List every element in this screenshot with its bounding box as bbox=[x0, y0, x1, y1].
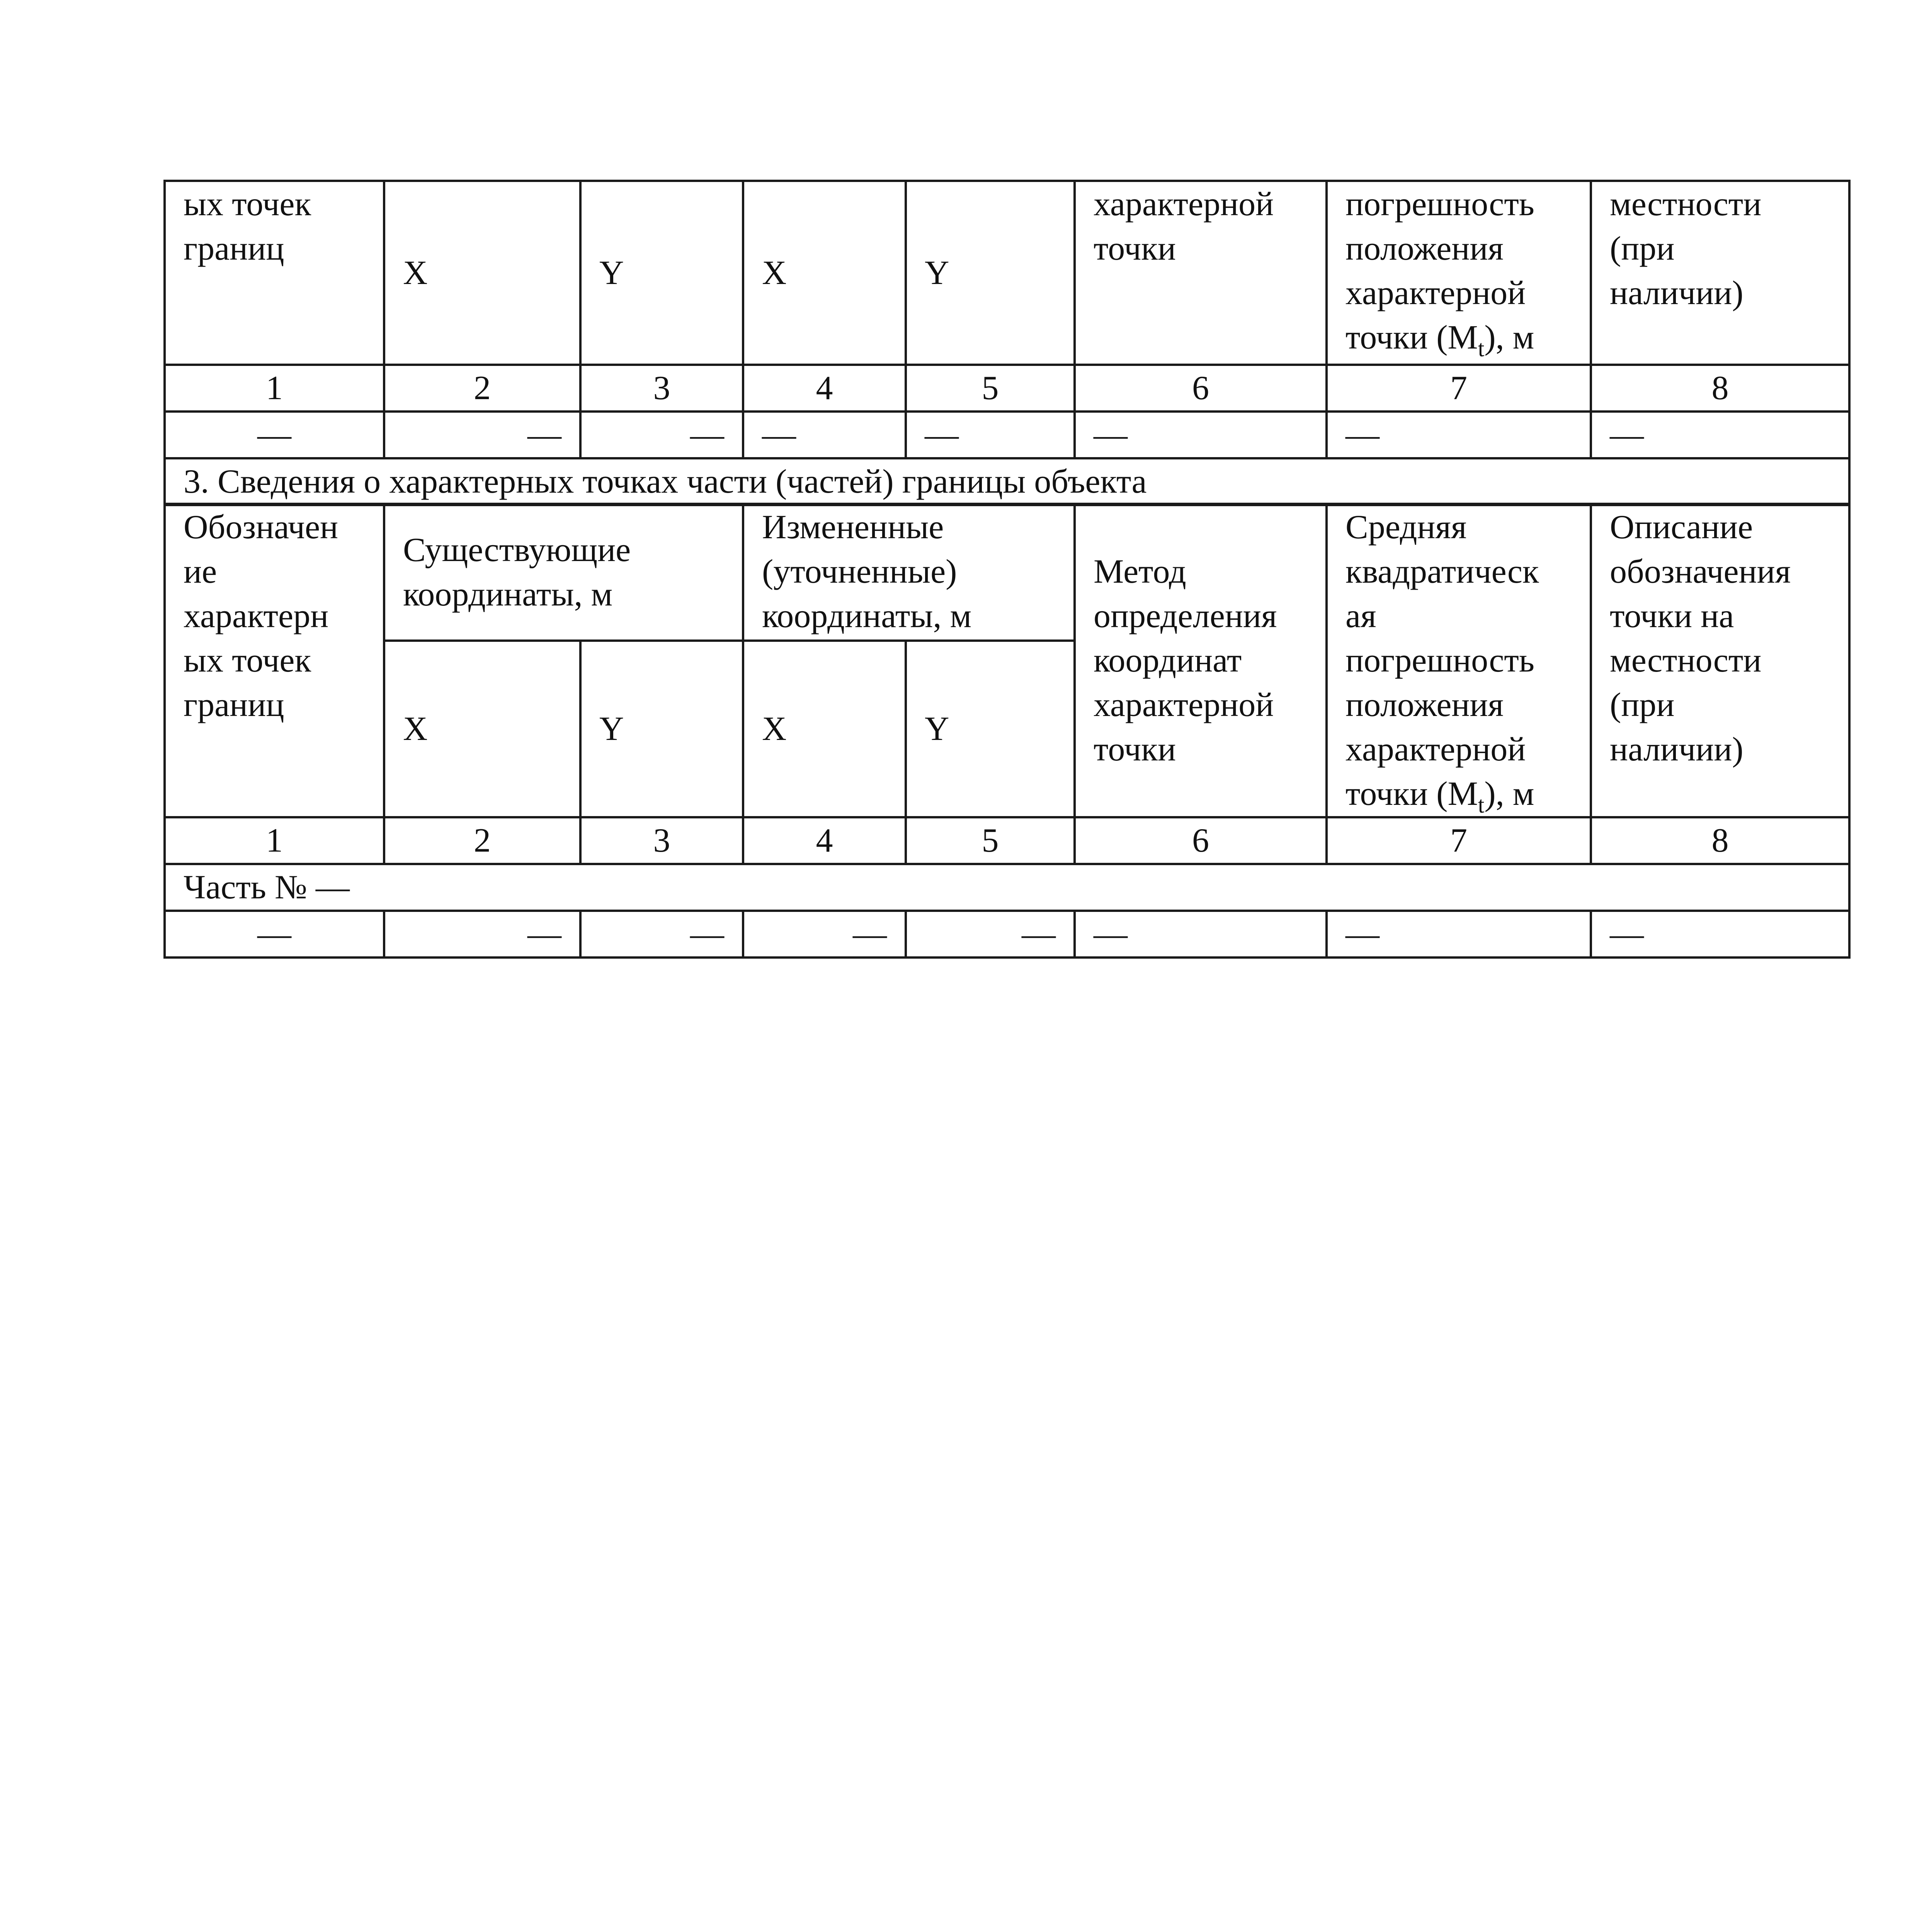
coordinates-table-2 bbox=[163, 503, 1851, 959]
header-error bbox=[1327, 504, 1591, 817]
table-cell: — bbox=[743, 911, 906, 957]
column-numbers-row bbox=[165, 365, 1849, 412]
section3-header-row bbox=[165, 504, 1849, 641]
section-title-row bbox=[165, 458, 1849, 505]
header-existing-coordinates: Существующие координаты, м bbox=[384, 504, 743, 641]
column-number: 5 bbox=[906, 365, 1075, 412]
header-x-changed: X bbox=[743, 181, 906, 365]
table-cell: — bbox=[165, 412, 384, 458]
table-cell: — bbox=[1075, 911, 1327, 957]
column-number: 2 bbox=[384, 365, 580, 412]
header-y-changed: Y bbox=[906, 181, 1075, 365]
part-row bbox=[165, 864, 1849, 911]
column-number: 1 bbox=[165, 365, 384, 412]
column-number: 8 bbox=[1591, 365, 1849, 412]
header-error-text: Средняя квадратическ ая погрешность положения характерной точки (M bbox=[1345, 509, 1539, 813]
table-cell: — bbox=[906, 412, 1075, 458]
column-number: 2 bbox=[384, 817, 580, 864]
header-error-end: ), м bbox=[1484, 775, 1534, 813]
column-number: 6 bbox=[1075, 817, 1327, 864]
part-label: Часть № — bbox=[165, 864, 1849, 911]
column-number: 1 bbox=[165, 817, 384, 864]
column-number: 6 bbox=[1075, 365, 1327, 412]
section-3-table-block bbox=[163, 503, 1848, 959]
table-cell: — bbox=[743, 412, 906, 458]
header-row bbox=[165, 181, 1849, 365]
header-x-existing: X bbox=[384, 641, 580, 817]
data-row bbox=[165, 911, 1849, 957]
table-cell: — bbox=[580, 412, 743, 458]
table-cell: — bbox=[1591, 412, 1849, 458]
header-description: местности (при наличии) bbox=[1591, 181, 1849, 365]
table-continuation bbox=[163, 180, 1848, 506]
column-number: 5 bbox=[906, 817, 1075, 864]
header-error-subscript: t bbox=[1478, 336, 1485, 361]
header-point-designation: Обозначен ие характерн ых точек границ bbox=[165, 504, 384, 817]
header-error-subscript: t bbox=[1478, 792, 1485, 817]
table-cell: — bbox=[384, 412, 580, 458]
table-cell: — bbox=[906, 911, 1075, 957]
coordinates-table-1 bbox=[163, 180, 1851, 506]
table-cell: — bbox=[1075, 412, 1327, 458]
header-error bbox=[1327, 181, 1591, 365]
table-cell: — bbox=[580, 911, 743, 957]
column-number: 7 bbox=[1327, 817, 1591, 864]
table-cell: — bbox=[384, 911, 580, 957]
column-number: 4 bbox=[743, 365, 906, 412]
column-number: 3 bbox=[580, 365, 743, 412]
header-y-existing: Y bbox=[580, 181, 743, 365]
header-x-existing: X bbox=[384, 181, 580, 365]
header-error-text: погрешность положения характерной точки (M bbox=[1345, 185, 1534, 356]
header-description: Описание обозначения точки на местности (при наличии) bbox=[1591, 504, 1849, 817]
column-number: 3 bbox=[580, 817, 743, 864]
table-cell: — bbox=[1327, 412, 1591, 458]
header-x-changed: X bbox=[743, 641, 906, 817]
column-number: 8 bbox=[1591, 817, 1849, 864]
column-number: 4 bbox=[743, 817, 906, 864]
header-method: характерной точки bbox=[1075, 181, 1327, 365]
header-y-changed: Y bbox=[906, 641, 1075, 817]
header-changed-coordinates: Измененные (уточненные) координаты, м bbox=[743, 504, 1075, 641]
header-point-designation: ых точек границ bbox=[165, 181, 384, 365]
header-y-existing: Y bbox=[580, 641, 743, 817]
header-method: Метод определения координат характерной точки bbox=[1075, 504, 1327, 817]
section-3-title: 3. Сведения о характерных точках части (частей) границы объекта bbox=[165, 458, 1849, 505]
table-cell: — bbox=[1591, 911, 1849, 957]
data-row bbox=[165, 412, 1849, 458]
header-error-end: ), м bbox=[1484, 319, 1534, 356]
column-number: 7 bbox=[1327, 365, 1591, 412]
column-numbers-row bbox=[165, 817, 1849, 864]
table-cell: — bbox=[165, 911, 384, 957]
table-cell: — bbox=[1327, 911, 1591, 957]
